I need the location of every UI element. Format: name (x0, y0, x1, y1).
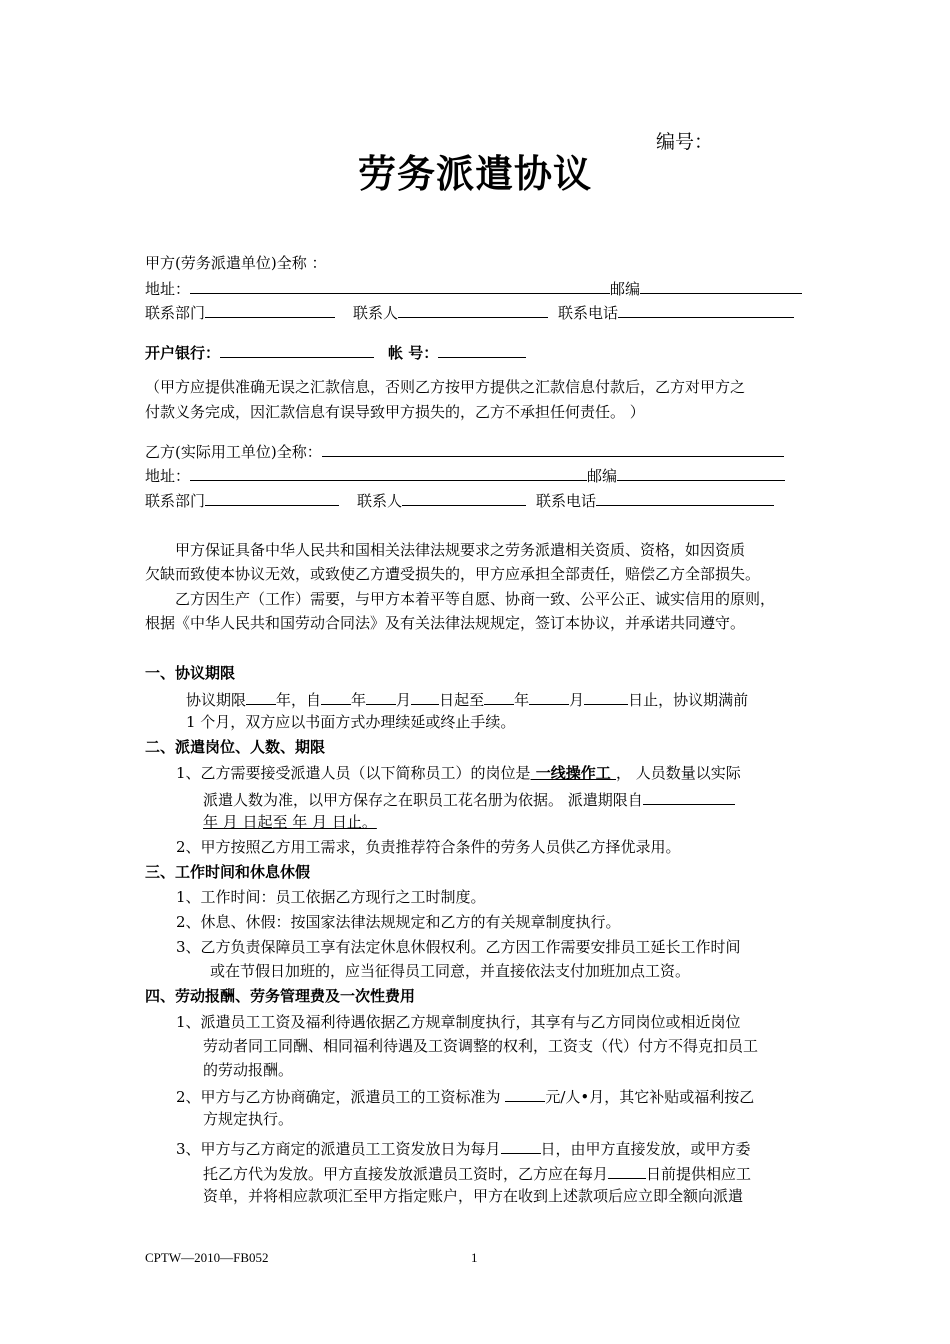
item-text: 1、乙方需要接受派遣人员（以下简称员工）的岗位是 (176, 764, 531, 782)
party-b-contact-row (145, 489, 774, 511)
party-a-account-label: 帐 号： (388, 344, 439, 362)
item-text: 元/人•月，其它补贴或福利按乙 (545, 1088, 755, 1106)
start-day-field[interactable] (411, 688, 439, 705)
section-3-item-1: 1、工作时间：员工依据乙方现行之工时制度。 (176, 888, 486, 906)
section-3-item-2: 2、休息、休假：按国家法律法规规定和乙方的有关规章制度执行。 (176, 913, 621, 931)
party-b-address-row (145, 464, 785, 486)
term-text: 日起至 (439, 691, 485, 709)
start-year-field[interactable] (321, 688, 351, 705)
party-a-phone-label: 联系电话 (558, 304, 619, 322)
section-4-item-1-line-2: 劳动者同工同酬、相同福利待遇及工资调整的权利，工资支（代）付方不得克扣员工 (203, 1037, 759, 1055)
section-4-item-2-line-1 (176, 1085, 754, 1107)
party-a-address-label: 地址： (145, 280, 191, 298)
party-a-bank-field[interactable] (220, 341, 374, 358)
post-name-value: 一线操作工 (530, 764, 616, 782)
item-text: 派遣人数为准，以甲方保存之在职员工花名册为依据。 派遣期限自 (203, 791, 643, 809)
end-year-field[interactable] (484, 688, 514, 705)
party-a-contact-row (145, 301, 794, 323)
party-a-dept-label: 联系部门 (145, 304, 206, 322)
section-4-item-1-line-1: 1、派遣员工工资及福利待遇依据乙方规章制度执行，其享有与乙方同岗位或相近岗位 (176, 1013, 741, 1031)
end-day-field[interactable] (584, 688, 628, 705)
section-1-line-1 (186, 688, 748, 710)
section-1-line-2: 1 个月，双方应以书面方式办理续延或终止手续。 (186, 713, 516, 731)
section-4-item-3-line-1 (176, 1137, 751, 1159)
term-text: 年 (351, 691, 367, 709)
end-month-field[interactable] (529, 688, 569, 705)
section-3-item-3-line-2: 或在节假日加班的，应当征得员工同意，并直接依法支付加班加点工资。 (210, 962, 691, 980)
item-text: 日前提供相应工 (646, 1165, 752, 1183)
preamble-p1-line-2: 欠缺而致使本协议无效，或致使乙方遭受损失的，甲方应承担全部责任，赔偿乙方全部损失。 (145, 565, 761, 583)
party-a-zip-field[interactable] (640, 277, 802, 294)
party-a-account-field[interactable] (438, 341, 526, 358)
party-a-name-label: 甲方(劳务派遣单位)全称 ： (145, 254, 327, 272)
term-text: 日止，协议期满前 (628, 691, 749, 709)
footer-doc-code: CPTW—2010—FB052 (145, 1250, 269, 1265)
item-text: 托乙方代为发放。甲方直接发放派遣员工资时，乙方应在每月 (203, 1165, 609, 1183)
party-b-zip-label: 邮编 (587, 467, 618, 485)
preamble-p2-line-1: 乙方因生产（工作）需要，与甲方本着平等自愿、协商一致、公平公正、诚实信用的原则， (175, 590, 776, 608)
party-a-contact-label: 联系人 (353, 304, 399, 322)
party-b-address-field[interactable] (190, 464, 587, 481)
section-2-heading: 二、派遣岗位、人数、期限 (145, 738, 326, 756)
section-2-item-1-line-1 (176, 763, 741, 783)
term-text: 年 (514, 691, 530, 709)
section-3-heading: 三、工作时间和休息休假 (145, 863, 311, 881)
section-4-item-2-line-2: 方规定执行。 (203, 1110, 294, 1128)
party-b-zip-field[interactable] (617, 464, 785, 481)
start-month-field[interactable] (366, 688, 396, 705)
section-2-item-2: 2、甲方按照乙方用工需求，负责推荐符合条件的劳务人员供乙方择优录用。 (176, 838, 681, 856)
party-a-address-row (145, 277, 802, 299)
section-3-item-3-line-1: 3、乙方负责保障员工享有法定休息休假权利。乙方因工作需要安排员工延长工作时间 (176, 938, 741, 956)
wage-standard-field[interactable] (505, 1085, 545, 1102)
term-text: 月 (396, 691, 412, 709)
preamble-p1-line-1: 甲方保证具备中华人民共和国相关法律法规要求之劳务派遣相关资质、资格，如因资质 (175, 541, 746, 559)
item-text: ， 人员数量以实际 (616, 764, 741, 782)
party-b-name-row (145, 440, 784, 462)
section-4-item-1-line-3: 的劳动报酬。 (203, 1061, 294, 1079)
term-text: 年，自 (276, 691, 322, 709)
term-text: 月 (569, 691, 585, 709)
section-2-item-1-line-2 (203, 788, 735, 810)
party-a-note-line-1: （甲方应提供准确无误之汇款信息，否则乙方按甲方提供之汇款信息付款后，乙方对甲方之 (145, 378, 746, 396)
document-number-label: 编号： (656, 131, 714, 153)
party-b-phone-label: 联系电话 (536, 492, 597, 510)
party-a-zip-label: 邮编 (610, 280, 641, 298)
party-b-name-label: 乙方(实际用工单位)全称： (145, 443, 322, 461)
payday-field[interactable] (501, 1137, 541, 1154)
party-a-dept-field[interactable] (205, 301, 335, 318)
party-a-contact-field[interactable] (398, 301, 548, 318)
party-b-dept-label: 联系部门 (145, 492, 206, 510)
party-a-bank-label: 开户银行： (145, 344, 221, 362)
section-4-item-3-line-2 (203, 1162, 751, 1184)
party-b-address-label: 地址： (145, 467, 191, 485)
dispatch-start-field[interactable] (643, 788, 735, 805)
party-a-phone-field[interactable] (618, 301, 794, 318)
item-text: 日，由甲方直接发放，或甲方委 (540, 1140, 751, 1158)
section-4-item-3-line-3: 资单，并将相应款项汇至甲方指定账户，甲方在收到上述款项后应立即全额向派遣 (203, 1187, 744, 1205)
party-a-address-field[interactable] (190, 277, 610, 294)
section-4-heading: 四、劳动报酬、劳务管理费及一次性费用 (145, 987, 416, 1005)
item-text: 2、甲方与乙方协商确定，派遣员工的工资标准为 (176, 1088, 506, 1106)
term-label: 协议期限 (186, 691, 247, 709)
party-a-bank-row (145, 341, 526, 363)
party-b-dept-field[interactable] (205, 489, 339, 506)
party-a-note-line-2: 付款义务完成，因汇款信息有误导致甲方损失的，乙方不承担任何责任。 ） (145, 403, 645, 421)
party-b-contact-field[interactable] (402, 489, 526, 506)
party-b-contact-label: 联系人 (357, 492, 403, 510)
item-text: 3、甲方与乙方商定的派遣员工工资发放日为每月 (176, 1140, 501, 1158)
term-years-field[interactable] (246, 688, 276, 705)
section-2-item-1-line-3: 年 月 日起至 年 月 日止。 (203, 813, 377, 831)
preamble-p2-line-2: 根据《中华人民共和国劳动合同法》及有关法律法规规定，签订本协议，并承诺共同遵守。 (145, 614, 746, 632)
document-title: 劳务派遣协议 (357, 151, 592, 196)
payslip-day-field[interactable] (608, 1162, 646, 1179)
party-b-name-field[interactable] (322, 440, 784, 457)
party-b-phone-field[interactable] (596, 489, 774, 506)
footer-page-number: 1 (471, 1250, 478, 1265)
section-1-heading: 一、协议期限 (145, 664, 236, 682)
